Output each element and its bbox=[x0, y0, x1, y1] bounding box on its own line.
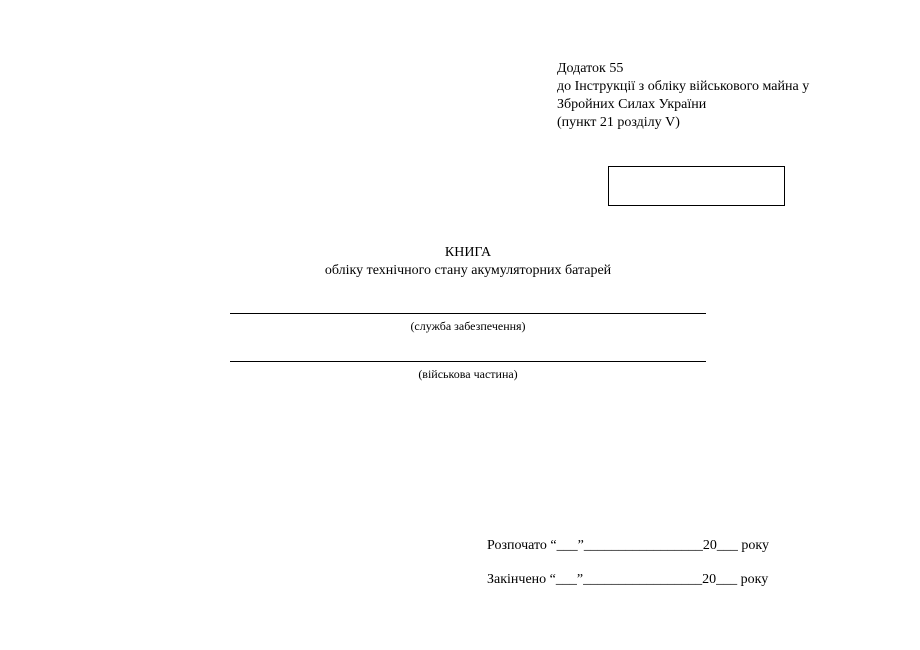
end-date-line: Закінчено “___”_________________20___ року bbox=[487, 572, 769, 587]
unit-field bbox=[230, 361, 706, 381]
service-field-line bbox=[230, 313, 706, 314]
start-date-line: Розпочато “___”_________________20___ року bbox=[487, 538, 769, 553]
unit-field-line bbox=[230, 361, 706, 362]
annex-reference bbox=[557, 60, 809, 132]
registration-box bbox=[608, 166, 785, 206]
service-field-caption: (служба забезпечення) bbox=[410, 319, 526, 333]
unit-field-caption: (військова частина) bbox=[418, 367, 518, 381]
title-subtitle: обліку технічного стану акумуляторних батарей bbox=[324, 263, 612, 278]
title-heading: КНИГА bbox=[444, 245, 492, 260]
service-field bbox=[230, 313, 706, 333]
annex-clause-line: (пункт 21 розділу V) bbox=[557, 115, 680, 130]
annex-instruction-line: до Інструкції з обліку військового майна у bbox=[557, 79, 810, 94]
document-title bbox=[230, 244, 706, 280]
annex-number: Додаток 55 bbox=[557, 61, 624, 76]
annex-armed-forces-line: Збройних Силах України bbox=[557, 97, 707, 112]
